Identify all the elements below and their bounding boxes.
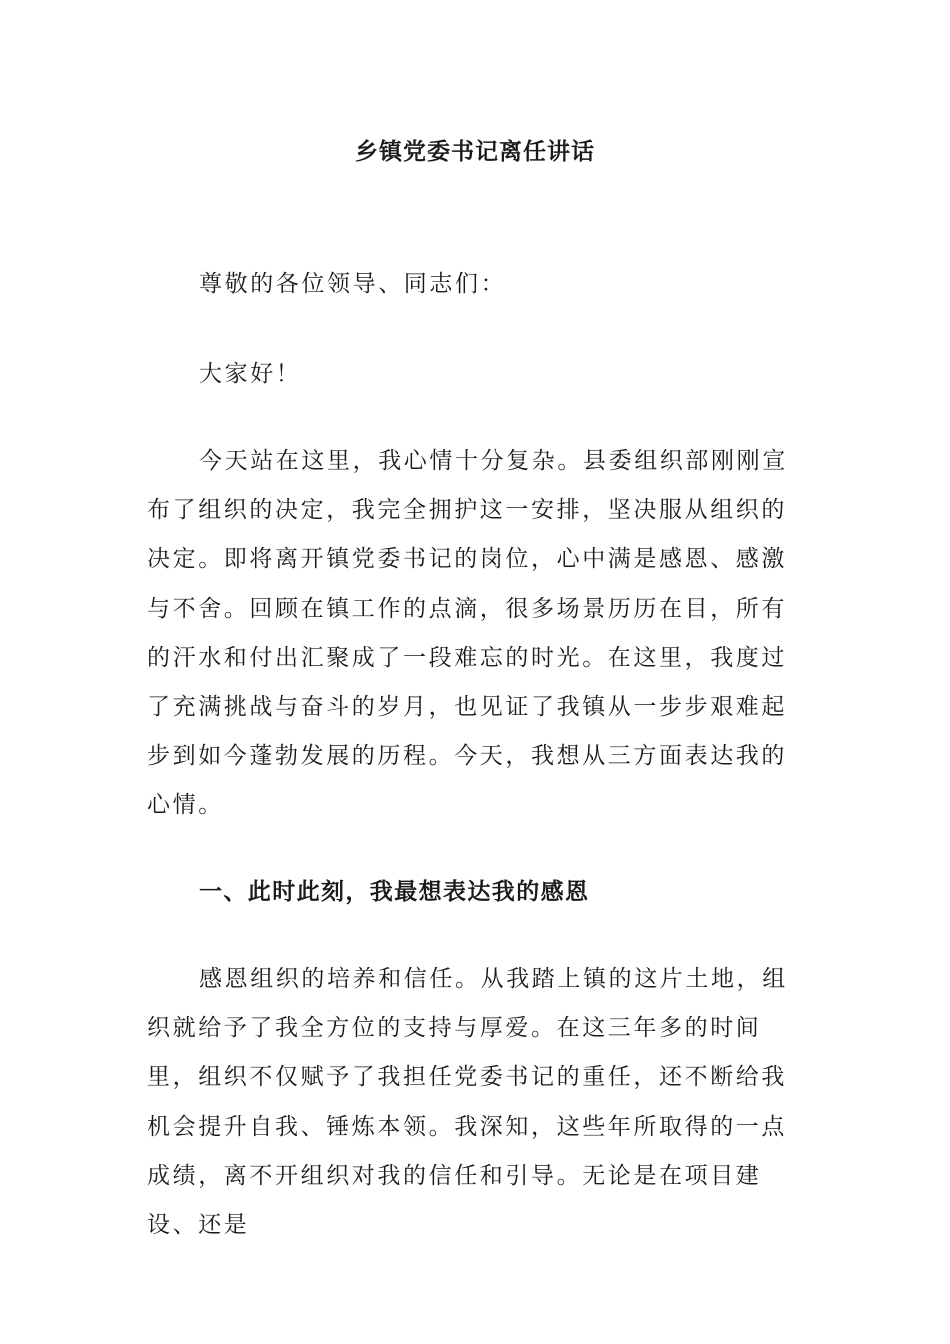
document-title: 乡镇党委书记离任讲话 [355,138,595,165]
greeting: 大家好！ [199,361,302,387]
section-paragraph: 感恩组织的培养和信任。从我踏上镇的这片土地，组织就给予了我全方位的支持与厚爱。在这三年多的时间里，组织不仅赋予了我担任党委书记的重任，还不断给我机会提升自我、锤炼本领。我深知，这些年所取得的一点成绩，离不开组织对我的信任和引导。无论是在项目建设、还是 [147,966,788,1239]
salutation: 尊敬的各位领导、同志们： [199,271,507,297]
section-heading: 一、此时此刻，我最想表达我的感恩 [199,878,590,905]
intro-paragraph: 今天站在这里，我心情十分复杂。县委组织部刚刚宣布了组织的决定，我完全拥护这一安排，坚决服从组织的决定。即将离开镇党委书记的岗位，心中满是感恩、感激与不舍。回顾在镇工作的点滴，很多场景历历在目，所有的汗水和付出汇聚成了一段难忘的时光。在这里，我度过了充满挑战与奋斗的岁月，也见证了我镇从一步步艰难起步到如今蓬勃发展的历程。今天，我想从三方面表达我的心情。 [147,448,788,819]
